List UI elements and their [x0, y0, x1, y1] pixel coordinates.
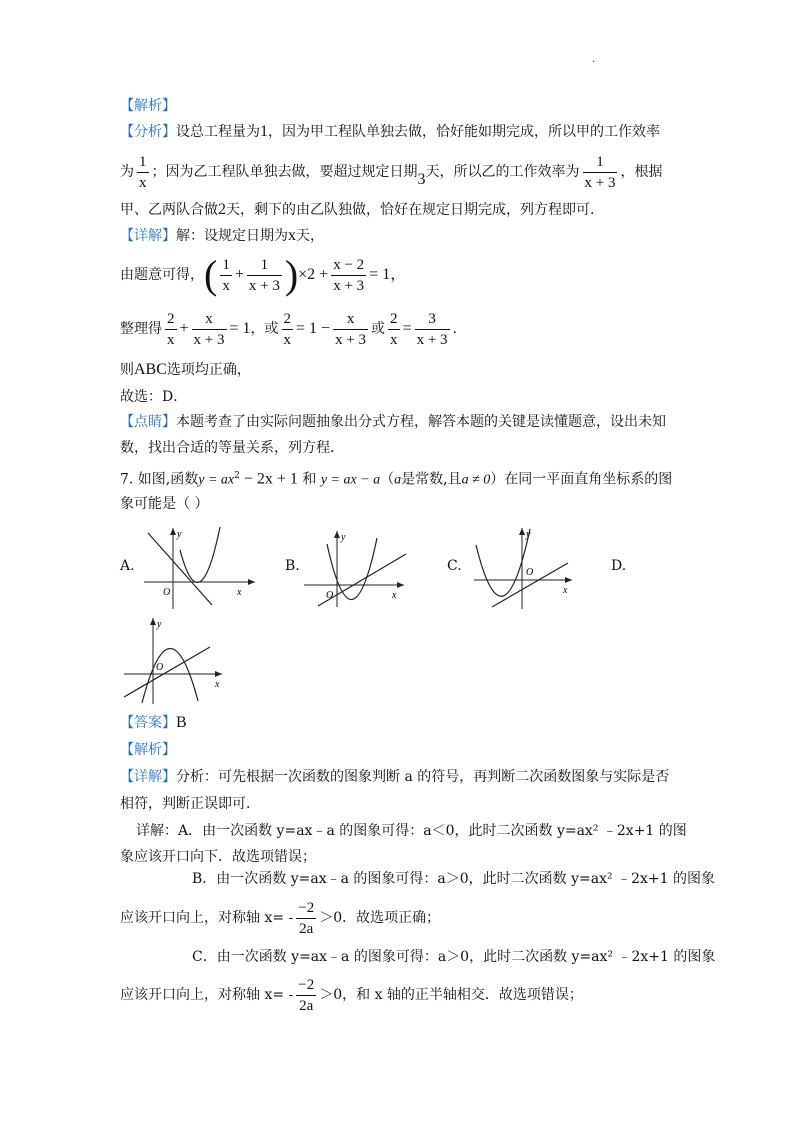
graph-b	[300, 528, 410, 608]
graph-c	[470, 525, 580, 610]
parabola	[142, 648, 198, 703]
parabola	[327, 538, 377, 600]
origin-label: O	[156, 662, 164, 673]
frac-num: x − 2	[331, 255, 366, 276]
x-label: x	[392, 590, 397, 601]
num: 1	[260, 123, 268, 140]
tag-jiexi-2: 【解析】	[120, 742, 176, 758]
y-arrow	[334, 531, 340, 538]
text: 解：设规定日期为	[176, 228, 288, 244]
y-arrow	[170, 528, 176, 535]
option-c-label[interactable]: C.	[447, 558, 462, 574]
tag-answer: 【答案】	[120, 715, 176, 731]
num: 2	[218, 201, 226, 218]
var: x	[288, 227, 296, 244]
text: ＞0，和 x 轴的正半轴相交．故选项错误；	[319, 987, 583, 1003]
text: 天，所以乙的工作效率为	[425, 164, 580, 180]
fraction	[388, 309, 400, 350]
tag-dianjing: 【点睛】	[120, 414, 176, 430]
x-arrow	[397, 582, 404, 588]
paren-open: (	[204, 252, 218, 297]
simplify-line	[120, 306, 467, 352]
text: 设总工程量为	[176, 124, 260, 140]
frac-num: 1	[247, 255, 282, 276]
text: 或	[371, 321, 386, 337]
conclusion-line	[120, 360, 251, 380]
frac-den: x	[222, 277, 230, 294]
frac-num: 2	[165, 309, 177, 330]
frac-num: 1	[583, 152, 618, 173]
frac-den: x	[283, 331, 292, 348]
fraction	[415, 309, 450, 350]
s2-line-2: 相符，判断正误即可．	[120, 796, 260, 812]
origin-label: O	[526, 567, 534, 578]
frac-den: x + 3	[333, 277, 365, 294]
text: ×2 +	[298, 266, 329, 283]
text: = 1，	[369, 266, 407, 283]
text: 7. 如图,函数	[120, 471, 199, 488]
text: +	[179, 320, 189, 337]
frac-den: x + 3	[335, 331, 367, 348]
text: 由题意可得，	[120, 267, 204, 283]
graph-d	[120, 615, 230, 705]
fraction	[296, 975, 316, 1016]
s2-line-7: C．由一次函数 y=ax﹣a 的图象可得：a＞0，此时二次函数 y=ax² ﹣2x+1 的图象	[192, 949, 716, 965]
frac-den: x	[390, 331, 398, 348]
equation-line: 由题意可得，( $\frac{1}{x}$ + $\frac{1}{x + 3}$ )×2 + $\frac{x - 2}{x + 3}$ = 1，	[120, 252, 407, 297]
text: = 1 −	[296, 320, 331, 337]
text: 选项均正确，	[166, 362, 251, 378]
text: ，或	[250, 321, 279, 337]
frac-num: −2	[296, 975, 316, 996]
s2-line-6	[120, 895, 440, 941]
y-arrow	[519, 528, 525, 535]
analysis-line-1	[120, 122, 660, 142]
parabola	[180, 527, 220, 583]
frac-num: 3	[415, 309, 450, 330]
y-arrow	[150, 618, 156, 625]
y-label: y	[341, 532, 346, 543]
frac-den: x + 3	[416, 331, 448, 348]
frac-num: 2	[388, 309, 400, 330]
text: ．	[452, 321, 467, 337]
dianjing-line-2: 数，找出合适的等量关系，列方程．	[120, 440, 344, 456]
tag-jiexi: 【解析】	[120, 98, 176, 114]
frac-num: −2	[296, 898, 316, 919]
tag-fenxi: 【分析】	[120, 124, 176, 140]
text: ）	[490, 471, 505, 488]
text: ，根据	[620, 164, 663, 180]
x-label: x	[215, 679, 220, 690]
s2-line-8	[120, 972, 583, 1018]
frac-den: 2a	[299, 920, 314, 937]
x-arrow	[565, 577, 572, 583]
frac-num: x	[333, 309, 368, 330]
text: （	[380, 471, 395, 488]
q7-stem-line-1	[120, 466, 672, 491]
analysis-line-3	[120, 200, 604, 220]
text: 本题考查了由实际问题抽象出分式方程，解答本题的关键是读懂题意，设出未知	[176, 414, 666, 430]
q7-stem-line-2: 象可能是（ ）	[120, 496, 209, 512]
y-label: y	[157, 619, 162, 630]
text: 在同一平面直角坐标系的图	[504, 471, 673, 488]
formula: − 2x + 1	[239, 470, 298, 488]
frac-num: 1	[137, 152, 149, 173]
answer-value: B	[176, 714, 187, 731]
text: 和	[302, 471, 317, 488]
x-label: x	[563, 585, 568, 596]
fraction	[583, 152, 618, 193]
s2-line-5: B．由一次函数 y=ax﹣a 的图象可得：a＞0，此时二次函数 y=ax² ﹣2x+1 的图象	[192, 871, 715, 887]
choice-line: 故选：D．	[120, 389, 188, 405]
formula-sup: 2	[234, 471, 240, 481]
fraction	[296, 898, 316, 939]
frac-den: x + 3	[193, 331, 225, 348]
fraction	[165, 309, 177, 350]
y-label: y	[177, 529, 182, 540]
fraction	[331, 255, 366, 296]
text: 是常数,且	[401, 471, 462, 488]
origin-label: O	[326, 590, 334, 601]
text: ABC	[134, 361, 167, 378]
text: 分析：可先根据一次函数的图象判断 a 的符号，再判断二次函数图象与实际是否	[176, 769, 670, 785]
text: = 1	[229, 320, 251, 337]
frac-num: 1	[220, 255, 232, 276]
x-arrow	[248, 579, 255, 585]
text: 天，	[296, 228, 324, 244]
fraction	[333, 309, 368, 350]
option-b-label[interactable]: B.	[285, 558, 300, 574]
s2-line-3: 详解：A．由一次函数 y=ax﹣a 的图象可得：a＜0，此时二次函数 y=ax² ﹣2x+1 的图	[136, 823, 687, 839]
straight-line	[124, 647, 210, 697]
formula: a ≠ 0	[461, 472, 491, 488]
num: 3	[417, 171, 426, 188]
detail-line-1	[120, 226, 324, 246]
s2-line-1	[120, 767, 669, 787]
text: 应该开口向上，对称轴 x= -	[120, 910, 294, 926]
option-a-label[interactable]: A.	[120, 558, 135, 574]
frac-num: x	[192, 309, 227, 330]
text: 为	[120, 164, 134, 180]
page-dot: .	[592, 54, 596, 65]
text: 天，剩下的由乙队独做，恰好在规定日期完成，列方程即可．	[226, 202, 604, 218]
tag-xiangjie-2: 【详解】	[120, 769, 176, 785]
option-d-label[interactable]: D.	[611, 558, 627, 574]
formula: y = ax − a	[320, 472, 381, 488]
text: ＞0．故选项正确；	[319, 910, 441, 926]
fraction	[220, 255, 232, 296]
text: 整理得	[120, 321, 162, 337]
x-label: x	[237, 587, 242, 598]
tag-xiangjie: 【详解】	[120, 228, 176, 244]
text: =	[402, 320, 412, 337]
frac-den: x + 3	[248, 277, 280, 294]
text: 应该开口向上，对称轴 x= -	[120, 987, 294, 1003]
text: ，因为甲工程队单独去做，恰好能如期完成，所以甲的工作效率	[268, 124, 660, 140]
x-arrow	[215, 671, 222, 677]
frac-den: x	[139, 174, 147, 191]
origin-label: O	[163, 587, 171, 598]
text: 则	[120, 362, 134, 378]
frac-den: x	[167, 331, 175, 348]
analysis-line-2	[120, 150, 662, 194]
fraction	[192, 309, 227, 350]
formula: y = ax	[198, 472, 235, 488]
dianjing-line-1	[120, 412, 666, 432]
fraction	[247, 255, 282, 296]
s2-line-4: 象应该开口向下．故选项错误；	[120, 849, 316, 865]
fraction	[282, 309, 294, 350]
answer-line	[120, 713, 187, 733]
text: ；因为乙工程队单独去做，要超过规定日期	[151, 164, 418, 180]
straight-line	[148, 533, 212, 605]
frac-num: 2	[282, 309, 294, 330]
frac-den: 2a	[299, 997, 314, 1014]
frac-den: x + 3	[584, 174, 616, 191]
formula: a	[394, 472, 402, 488]
paren-close: )	[284, 252, 299, 297]
fraction	[137, 152, 149, 193]
graph-a	[140, 525, 260, 610]
y-label: y	[526, 529, 531, 540]
text: 甲、乙两队合做	[120, 202, 218, 218]
